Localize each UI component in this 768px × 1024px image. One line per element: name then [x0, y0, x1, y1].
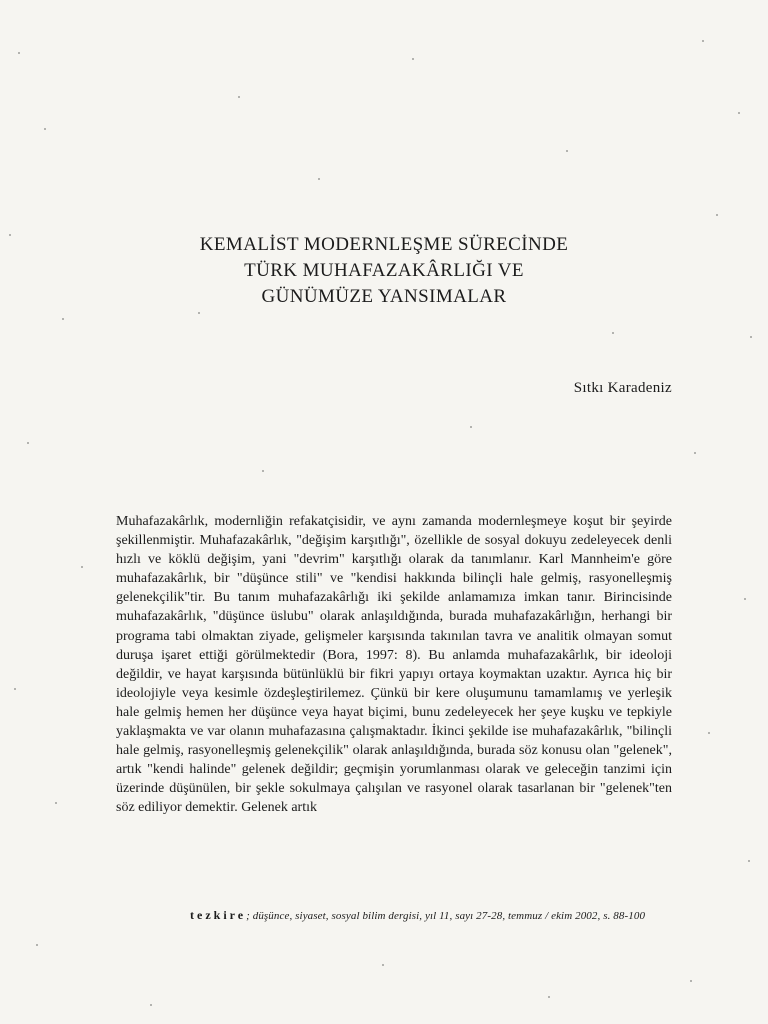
journal-brand: tezkire — [190, 908, 247, 922]
scan-speck — [470, 426, 472, 428]
title-line-1: KEMALİST MODERNLEŞME SÜRECİNDE — [199, 234, 569, 255]
scan-speck — [702, 40, 704, 42]
scan-speck — [412, 58, 414, 60]
scan-speck — [14, 688, 16, 690]
scan-speck — [566, 150, 568, 152]
author-name: Sıtkı Karadeniz — [573, 380, 672, 396]
title-line-2: TÜRK MUHAFAZAKÂRLIĞI VE — [244, 260, 524, 281]
title-line-3: GÜNÜMÜZE YANSIMALAR — [261, 286, 507, 307]
journal-citation: düşünce, siyaset, sosyal bilim dergisi, yıl 11, sayı 27-28, temmuz / ekim 2002, s. 88-100 — [252, 910, 646, 922]
scan-speck — [548, 996, 550, 998]
scan-speck — [18, 52, 20, 54]
scan-speck — [748, 860, 750, 862]
scan-speck — [750, 336, 752, 338]
article-title — [0, 232, 768, 310]
scan-speck — [738, 112, 740, 114]
scan-speck — [81, 566, 83, 568]
scan-speck — [318, 178, 320, 180]
scan-speck — [716, 214, 718, 216]
scan-speck — [55, 802, 57, 804]
scan-speck — [27, 442, 29, 444]
scan-speck — [36, 944, 38, 946]
scan-speck — [382, 964, 384, 966]
scan-speck — [612, 332, 614, 334]
scan-speck — [198, 312, 200, 314]
scan-speck — [238, 96, 240, 98]
scan-speck — [744, 598, 746, 600]
scan-speck — [62, 318, 64, 320]
journal-footer — [190, 908, 670, 923]
body-paragraph: Muhafazakârlık, modernliğin refakatçisidir, ve aynı zamanda modernleşmeye koşut bir şeyirde şekillenmiştir. Muhafazakârlık, "değişim karşıtlığı", özellikle de sosyal dokuyu zedeleyecek denli hızlı ve köklü değişim, yani "devrim" karşıtlığı olarak da tanımlanır. Karl Mannheim'e göre muhafazakârlık, bir "düşünce stili" ve "kendisi hakkında bilinçli hale gelmiş, rasyonelleşmiş gelenekçilik"tir. Bu tanım muhafazakârlığı iki şekilde anlamamıza imkan tanır. Birincisinde muhafazakârlık, "düşünce üslubu" olarak anlaşıldığında, burada muhafazakârlığın, herhangi bir programa tabi olmaktan ziyade, gelişmeler karşısında takınılan tavra ve analitik olmayan somut duruşa işaret ettiği görülmektedir (Bora, 1997: 8). Bu anlamda muhafazakârlık, bir ideoloji değildir, ve hayat karşısında bütünlüklü bir fikri yapıyı ortaya koymaktan uzaktır. Ayrıca hiç bir ideolojiyle veya kesimle özdeşleştirilemez. Çünkü bir kere oluşumunu tamamlamış ve yerleşik hale gelmiş hemen her düşünce veya hayat biçimi, bunu zedeleyecek her şeye kuşku ve tepkiyle yaklaşmakta ve var olanın muhafazasına çalışmaktadır. İkinci şekilde ise muhafazakârlık, "bilinçli hale gelmiş, rasyonelleşmiş gelenekçilik" olarak anlaşıldığında, burada söz konusu olan "gelenek", artık "kendi halinde" gelenek değildir; geçmişin yorumlanması olarak ve geleceğin tanzimi için üzerinde düşünülen, bir şekle sokulmaya çalışılan ve rasyonel olarak tasarlanan bir "gelenek"ten söz ediliyor demektir. Gelenek artık — [116, 514, 672, 816]
scan-speck — [694, 452, 696, 454]
scan-speck — [44, 128, 46, 130]
scan-speck — [262, 470, 264, 472]
scan-speck — [9, 234, 11, 236]
footer-separator: ; — [246, 910, 250, 922]
scan-speck — [708, 732, 710, 734]
scan-speck — [150, 1004, 152, 1006]
scan-speck — [690, 980, 692, 982]
